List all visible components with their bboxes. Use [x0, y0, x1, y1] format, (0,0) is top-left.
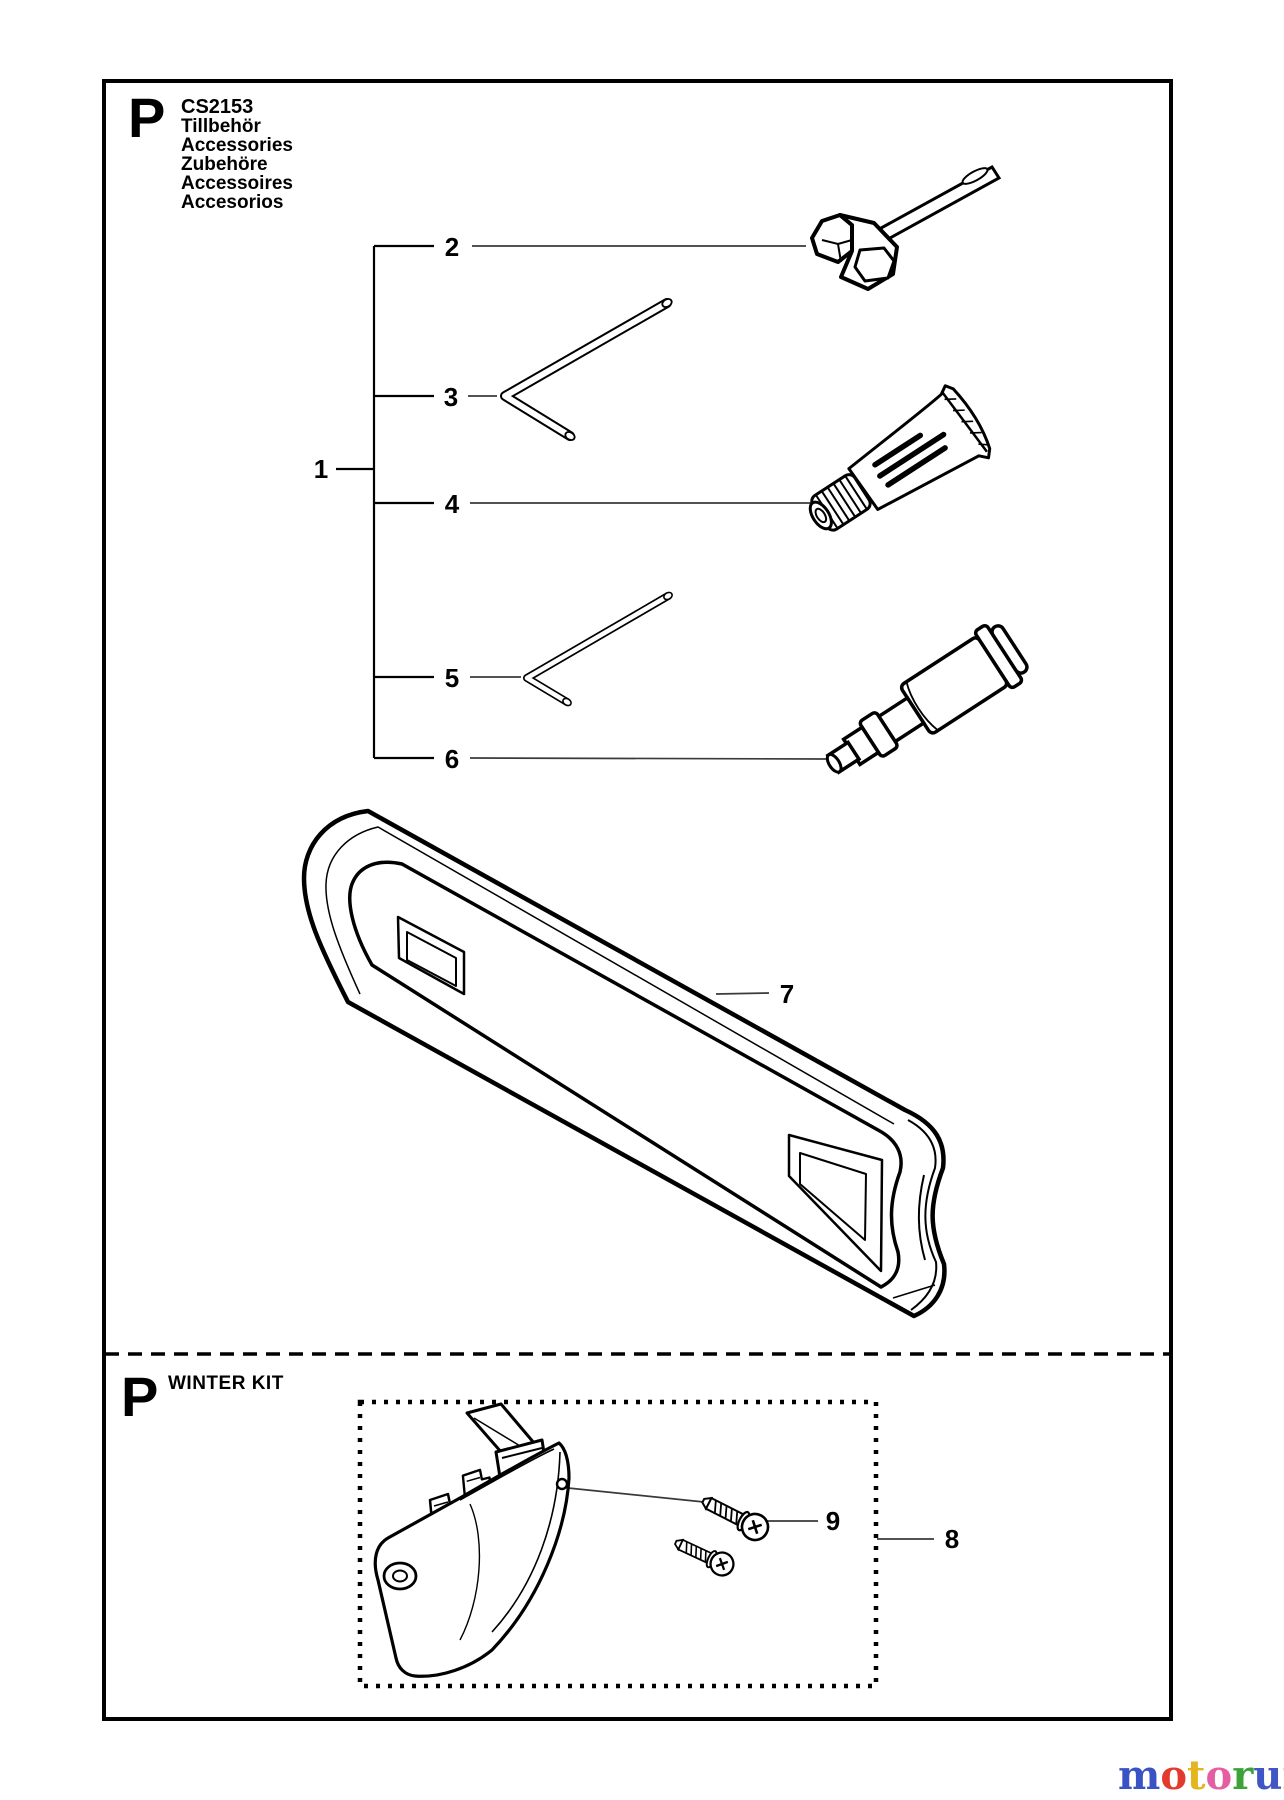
cover-screw-hole [557, 1479, 567, 1489]
callout-2: 2 [444, 232, 460, 262]
logo-letter: o [1160, 1752, 1188, 1799]
logo-letter: r [1232, 1752, 1254, 1799]
callout-3: 3 [443, 382, 459, 412]
section-letter: P [128, 86, 166, 149]
title-en: Accessories [181, 135, 293, 156]
logo-letter: m [1118, 1752, 1161, 1799]
model-number: CS2153 [181, 96, 254, 118]
motoruf-logo [1118, 1752, 1284, 1799]
callout-5: 5 [444, 663, 460, 693]
title-de: Zubehöre [181, 154, 268, 175]
logo-letter: t [1187, 1752, 1206, 1799]
callout-8: 8 [944, 1524, 960, 1554]
logo-letter: o [1205, 1752, 1233, 1799]
callout-9: 9 [825, 1506, 841, 1536]
winter-section-letter: P [121, 1365, 159, 1428]
callout-7: 7 [779, 979, 795, 1009]
callout-4: 4 [444, 489, 460, 519]
title-es: Accesorios [181, 192, 284, 213]
logo-letter: u [1253, 1752, 1283, 1799]
socket-opening [855, 248, 894, 281]
winter-kit-title: WINTER KIT [168, 1373, 284, 1394]
callout-6: 6 [444, 744, 460, 774]
diagram-frame [104, 81, 1171, 1719]
title-fr: Accessoires [181, 173, 293, 194]
callout-1: 1 [313, 454, 329, 484]
title-sv: Tillbehör [181, 116, 261, 137]
cover-oval-hole [393, 1571, 407, 1582]
